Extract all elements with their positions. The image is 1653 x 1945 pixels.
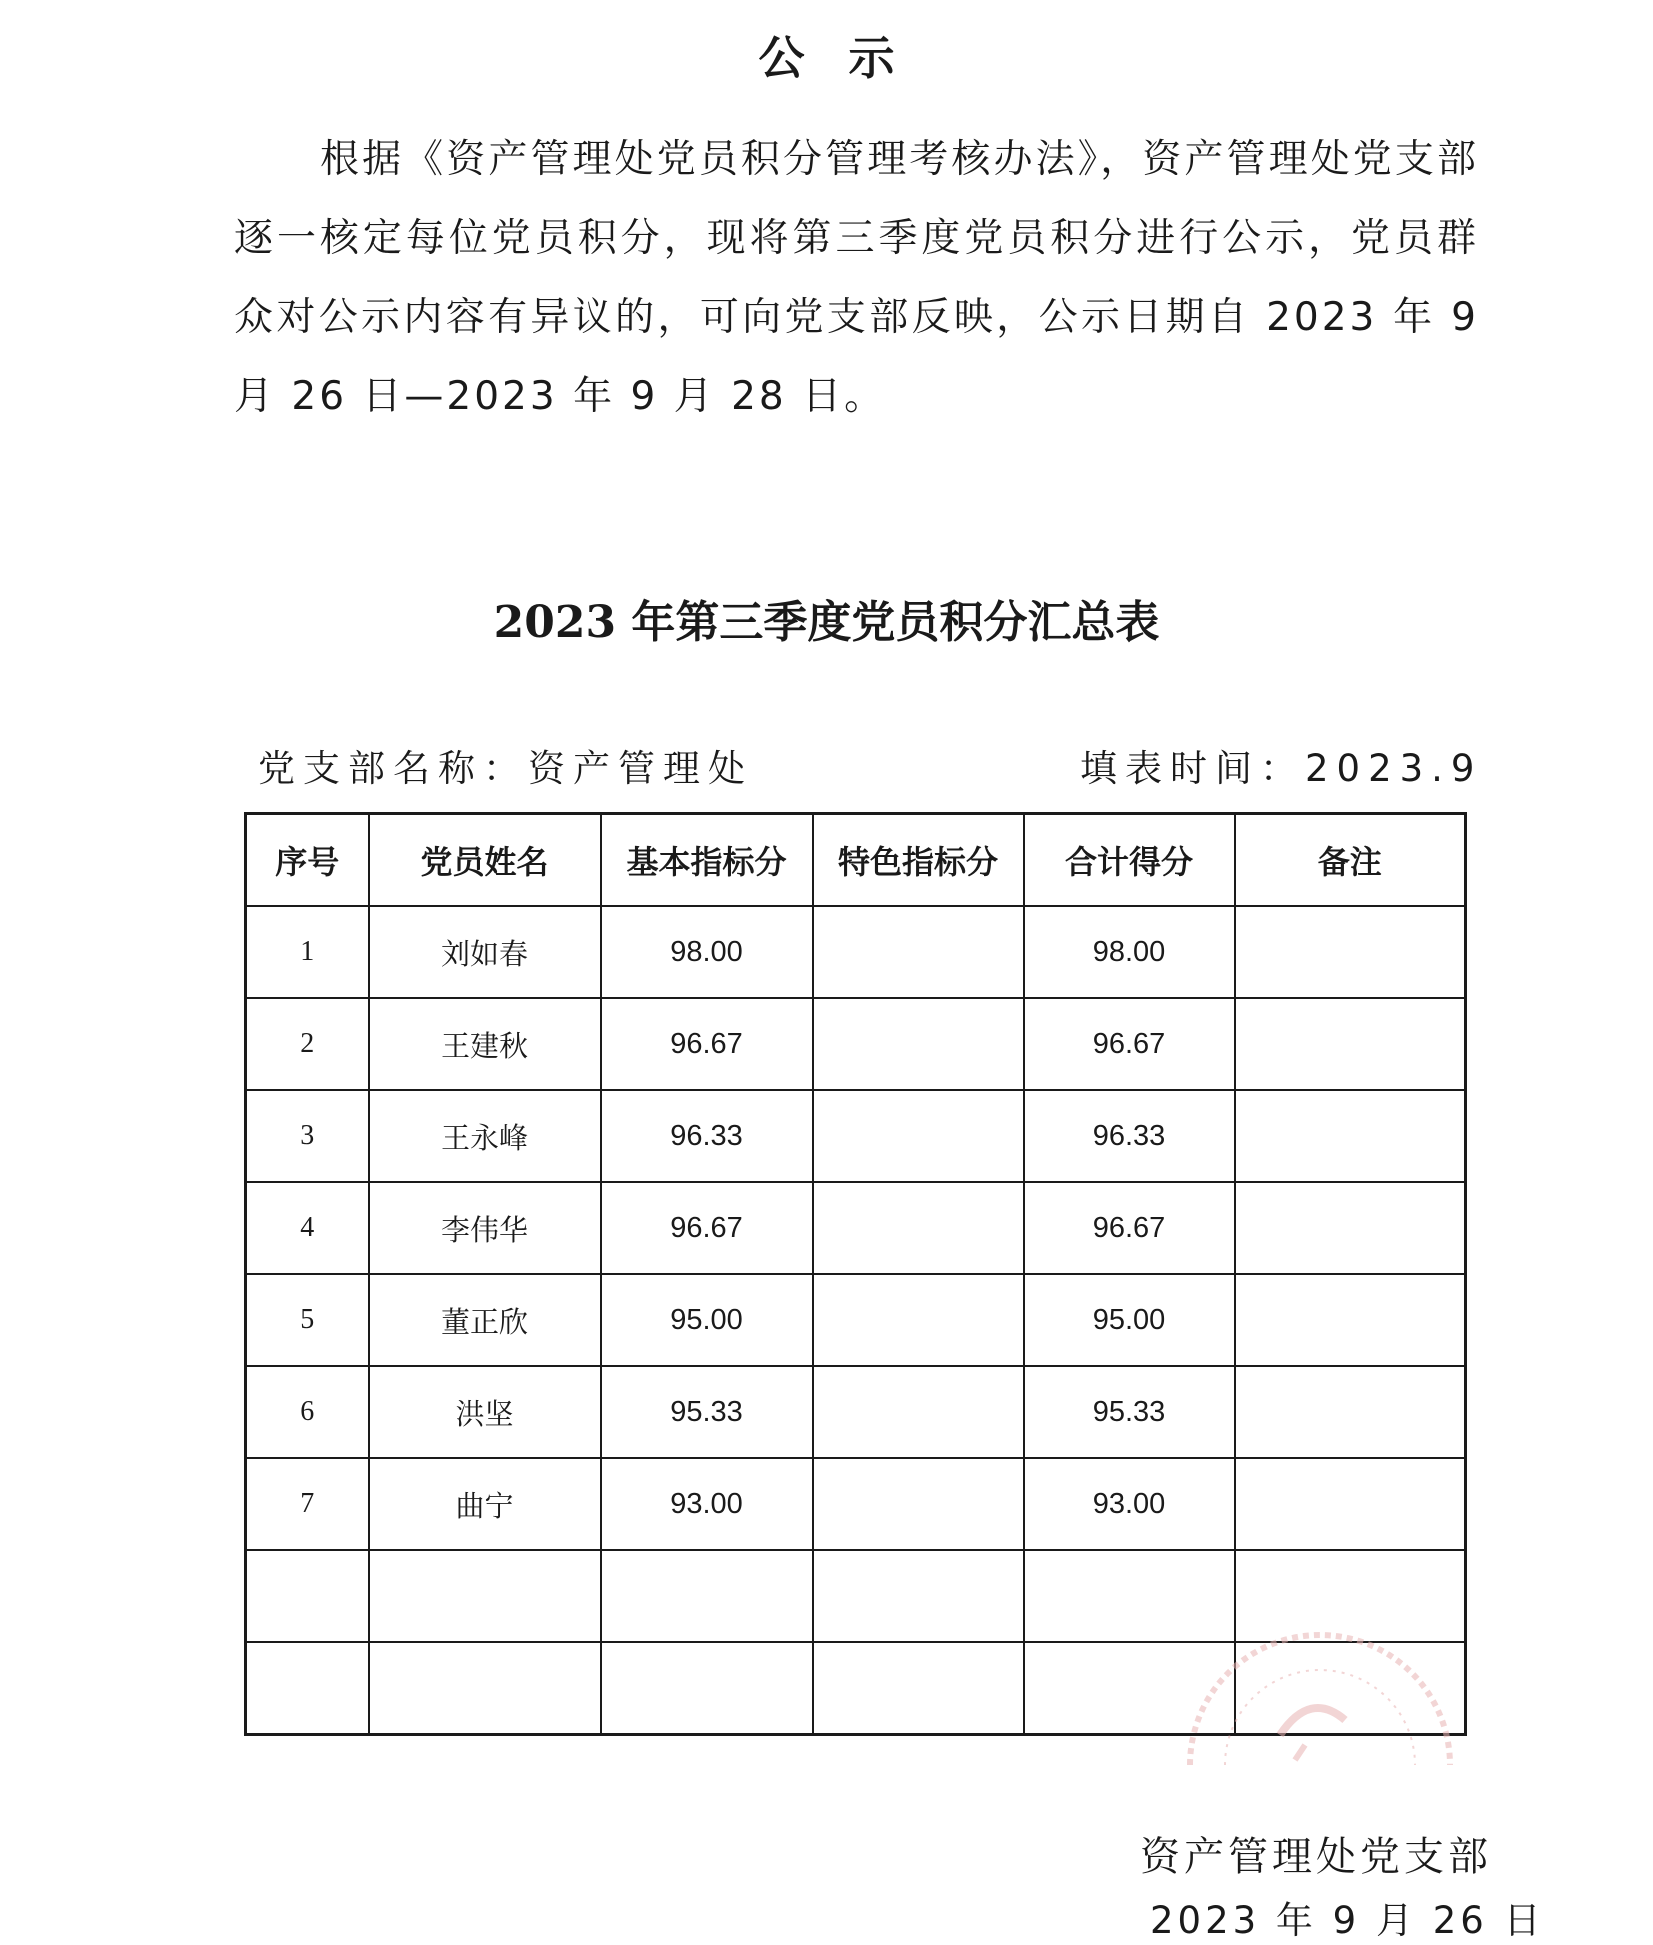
cell-name: 李伟华	[369, 1182, 601, 1274]
table-row	[246, 1274, 1466, 1366]
cell-index	[246, 1642, 369, 1735]
signature-organization: 资产管理处党支部	[1140, 1834, 1492, 1880]
table-row	[246, 1182, 1466, 1274]
table-row	[246, 1366, 1466, 1458]
cell-note	[1235, 1274, 1466, 1366]
cell-special-score	[813, 1458, 1024, 1550]
cell-special-score	[813, 998, 1024, 1090]
cell-basic-score: 93.00	[601, 1458, 813, 1550]
cell-index: 2	[246, 998, 369, 1090]
cell-total-score	[1024, 1642, 1235, 1735]
cell-note	[1235, 1642, 1466, 1735]
cell-basic-score: 95.00	[601, 1274, 813, 1366]
cell-total-score: 95.33	[1024, 1366, 1235, 1458]
table-header-row	[246, 814, 1466, 907]
cell-index: 1	[246, 906, 369, 998]
score-table	[244, 812, 1467, 1736]
cell-basic-score: 96.67	[601, 998, 813, 1090]
cell-special-score	[813, 1642, 1024, 1735]
cell-total-score: 95.00	[1024, 1274, 1235, 1366]
header-basic-score: 基本指标分	[601, 814, 813, 907]
notice-paragraph: 根据《资产管理处党员积分管理考核办法》，资产管理处党支部逐一核定每位党员积分，现将第三季度党员积分进行公示，党员群众对公示内容有异议的，可向党支部反映，公示日期自 2023 年 9 月 26 日—2023 年 9 月 28 日。	[234, 137, 1479, 419]
cell-special-score	[813, 1274, 1024, 1366]
cell-basic-score: 95.33	[601, 1366, 813, 1458]
cell-note	[1235, 1458, 1466, 1550]
cell-note	[1235, 906, 1466, 998]
cell-special-score	[813, 1550, 1024, 1642]
table-row	[246, 906, 1466, 998]
table-title: 2023 年第三季度党员积分汇总表	[493, 597, 1160, 648]
cell-total-score: 96.67	[1024, 998, 1235, 1090]
table-row	[246, 1458, 1466, 1550]
fill-time-label: 填表时间：2023.9	[1080, 747, 1483, 790]
cell-note	[1235, 1550, 1466, 1642]
cell-note	[1235, 998, 1466, 1090]
cell-name: 曲宁	[369, 1458, 601, 1550]
table-row	[246, 998, 1466, 1090]
cell-special-score	[813, 1182, 1024, 1274]
cell-basic-score: 98.00	[601, 906, 813, 998]
cell-name: 王永峰	[369, 1090, 601, 1182]
header-special-score: 特色指标分	[813, 814, 1024, 907]
header-name: 党员姓名	[369, 814, 601, 907]
cell-index: 4	[246, 1182, 369, 1274]
cell-index: 6	[246, 1366, 369, 1458]
cell-name: 洪坚	[369, 1366, 601, 1458]
cell-note	[1235, 1366, 1466, 1458]
cell-total-score: 96.67	[1024, 1182, 1235, 1274]
header-total-score: 合计得分	[1024, 814, 1235, 907]
cell-basic-score	[601, 1550, 813, 1642]
cell-index: 7	[246, 1458, 369, 1550]
cell-special-score	[813, 906, 1024, 998]
cell-index: 5	[246, 1274, 369, 1366]
cell-basic-score: 96.67	[601, 1182, 813, 1274]
cell-index: 3	[246, 1090, 369, 1182]
cell-name	[369, 1642, 601, 1735]
cell-basic-score: 96.33	[601, 1090, 813, 1182]
cell-total-score: 93.00	[1024, 1458, 1235, 1550]
signature-date: 2023 年 9 月 26 日	[1150, 1899, 1545, 1942]
header-note: 备注	[1235, 814, 1466, 907]
branch-name-label: 党支部名称：资产管理处	[258, 747, 753, 790]
cell-index	[246, 1550, 369, 1642]
cell-basic-score	[601, 1642, 813, 1735]
table-row	[246, 1090, 1466, 1182]
cell-total-score: 96.33	[1024, 1090, 1235, 1182]
table-row-empty	[246, 1642, 1466, 1735]
cell-name	[369, 1550, 601, 1642]
cell-special-score	[813, 1090, 1024, 1182]
header-index: 序号	[246, 814, 369, 907]
cell-name: 董正欣	[369, 1274, 601, 1366]
cell-name: 刘如春	[369, 906, 601, 998]
cell-note	[1235, 1182, 1466, 1274]
cell-special-score	[813, 1366, 1024, 1458]
notice-title: 公示	[758, 31, 939, 85]
cell-total-score: 98.00	[1024, 906, 1235, 998]
cell-note	[1235, 1090, 1466, 1182]
cell-total-score	[1024, 1550, 1235, 1642]
table-row-empty	[246, 1550, 1466, 1642]
cell-name: 王建秋	[369, 998, 601, 1090]
